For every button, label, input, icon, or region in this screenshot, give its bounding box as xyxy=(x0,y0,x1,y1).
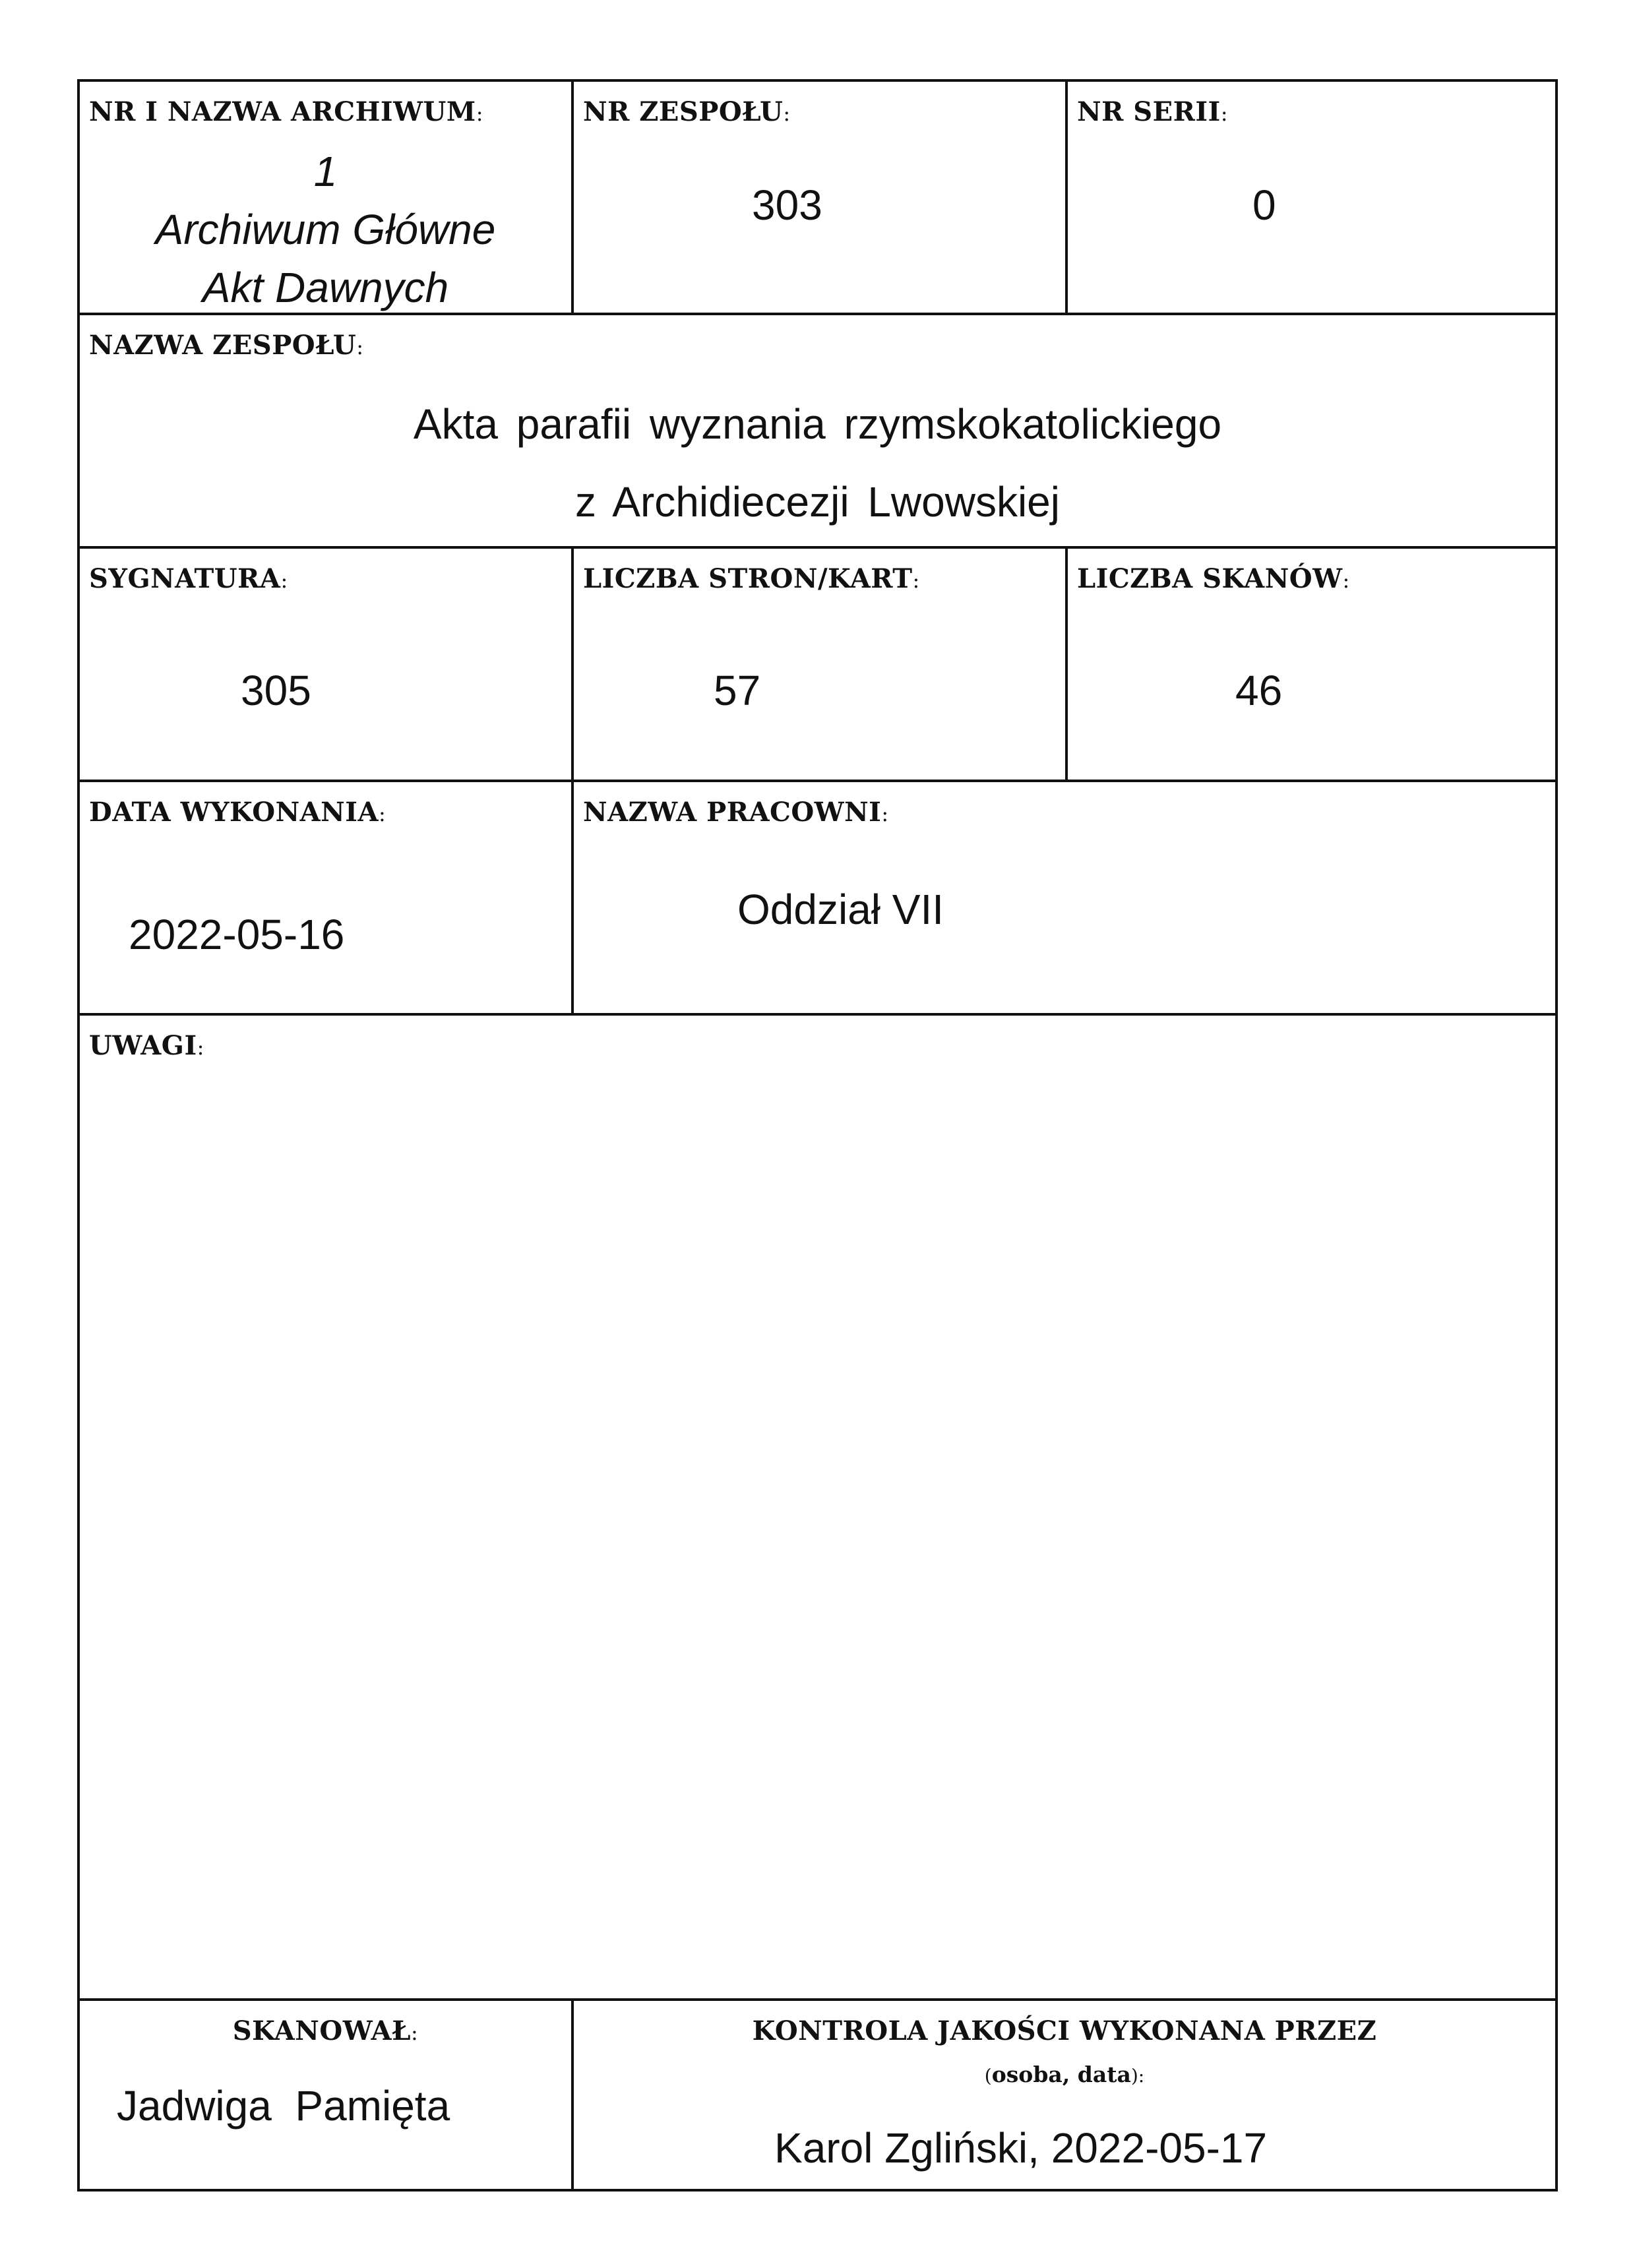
scans-value: 46 xyxy=(1235,667,1283,714)
fonds-name-cell xyxy=(80,315,1555,549)
quality-control-cell xyxy=(574,2001,1555,2189)
archive-number: 1 xyxy=(313,148,338,195)
pages-cell xyxy=(574,549,1068,782)
scanned-by-label: SKANOWAŁ: xyxy=(232,2015,419,2046)
workshop-cell xyxy=(574,782,1555,1016)
scans-cell xyxy=(1068,549,1555,782)
fonds-number-label: NR ZESPOŁU: xyxy=(583,96,791,127)
archive-value xyxy=(80,142,571,317)
remarks-label: UWAGI: xyxy=(89,1030,204,1061)
scanned-by-value: Jadwiga Pamięta xyxy=(117,2082,450,2130)
fonds-name-line2: z Archidiecezji Lwowskiej xyxy=(575,478,1060,526)
quality-control-sublabel: (osoba, data): xyxy=(984,2062,1145,2087)
fonds-name-label: NAZWA ZESPOŁU: xyxy=(89,330,364,361)
archive-cell xyxy=(80,82,574,315)
series-number-label: NR SERII: xyxy=(1077,96,1229,127)
quality-control-value: Karol Zgliński, 2022-05-17 xyxy=(774,2124,1268,2172)
metadata-form xyxy=(77,79,1558,2191)
signature-label: SYGNATURA: xyxy=(89,563,288,594)
fonds-name-line1: Akta parafii wyznania rzymskokatolickiego xyxy=(413,400,1222,448)
archive-name-line1: Archiwum Główne xyxy=(155,206,496,253)
fonds-name-value xyxy=(80,385,1555,541)
remarks-cell xyxy=(80,1016,1555,2001)
date-label: DATA WYKONANIA: xyxy=(89,797,386,828)
fonds-number-value: 303 xyxy=(752,181,822,229)
archive-label: NR I NAZWA ARCHIWUM: xyxy=(89,96,483,127)
workshop-label: NAZWA PRACOWNI: xyxy=(583,797,889,828)
scanned-by-cell xyxy=(80,2001,574,2189)
series-number-cell xyxy=(1068,82,1555,315)
date-cell xyxy=(80,782,574,1016)
signature-value: 305 xyxy=(241,667,311,714)
fonds-number-cell xyxy=(574,82,1068,315)
quality-control-label: KONTROLA JAKOŚCI WYKONANA PRZEZ xyxy=(752,2015,1377,2046)
pages-value: 57 xyxy=(714,667,761,714)
series-number-value: 0 xyxy=(1252,181,1276,229)
date-value: 2022-05-16 xyxy=(129,911,345,958)
scans-label: LICZBA SKANÓW: xyxy=(1077,563,1350,594)
pages-label: LICZBA STRON/KART: xyxy=(583,563,920,594)
workshop-value: Oddział VII xyxy=(737,886,944,933)
signature-cell xyxy=(80,549,574,782)
archive-name-line2: Akt Dawnych xyxy=(202,264,449,311)
